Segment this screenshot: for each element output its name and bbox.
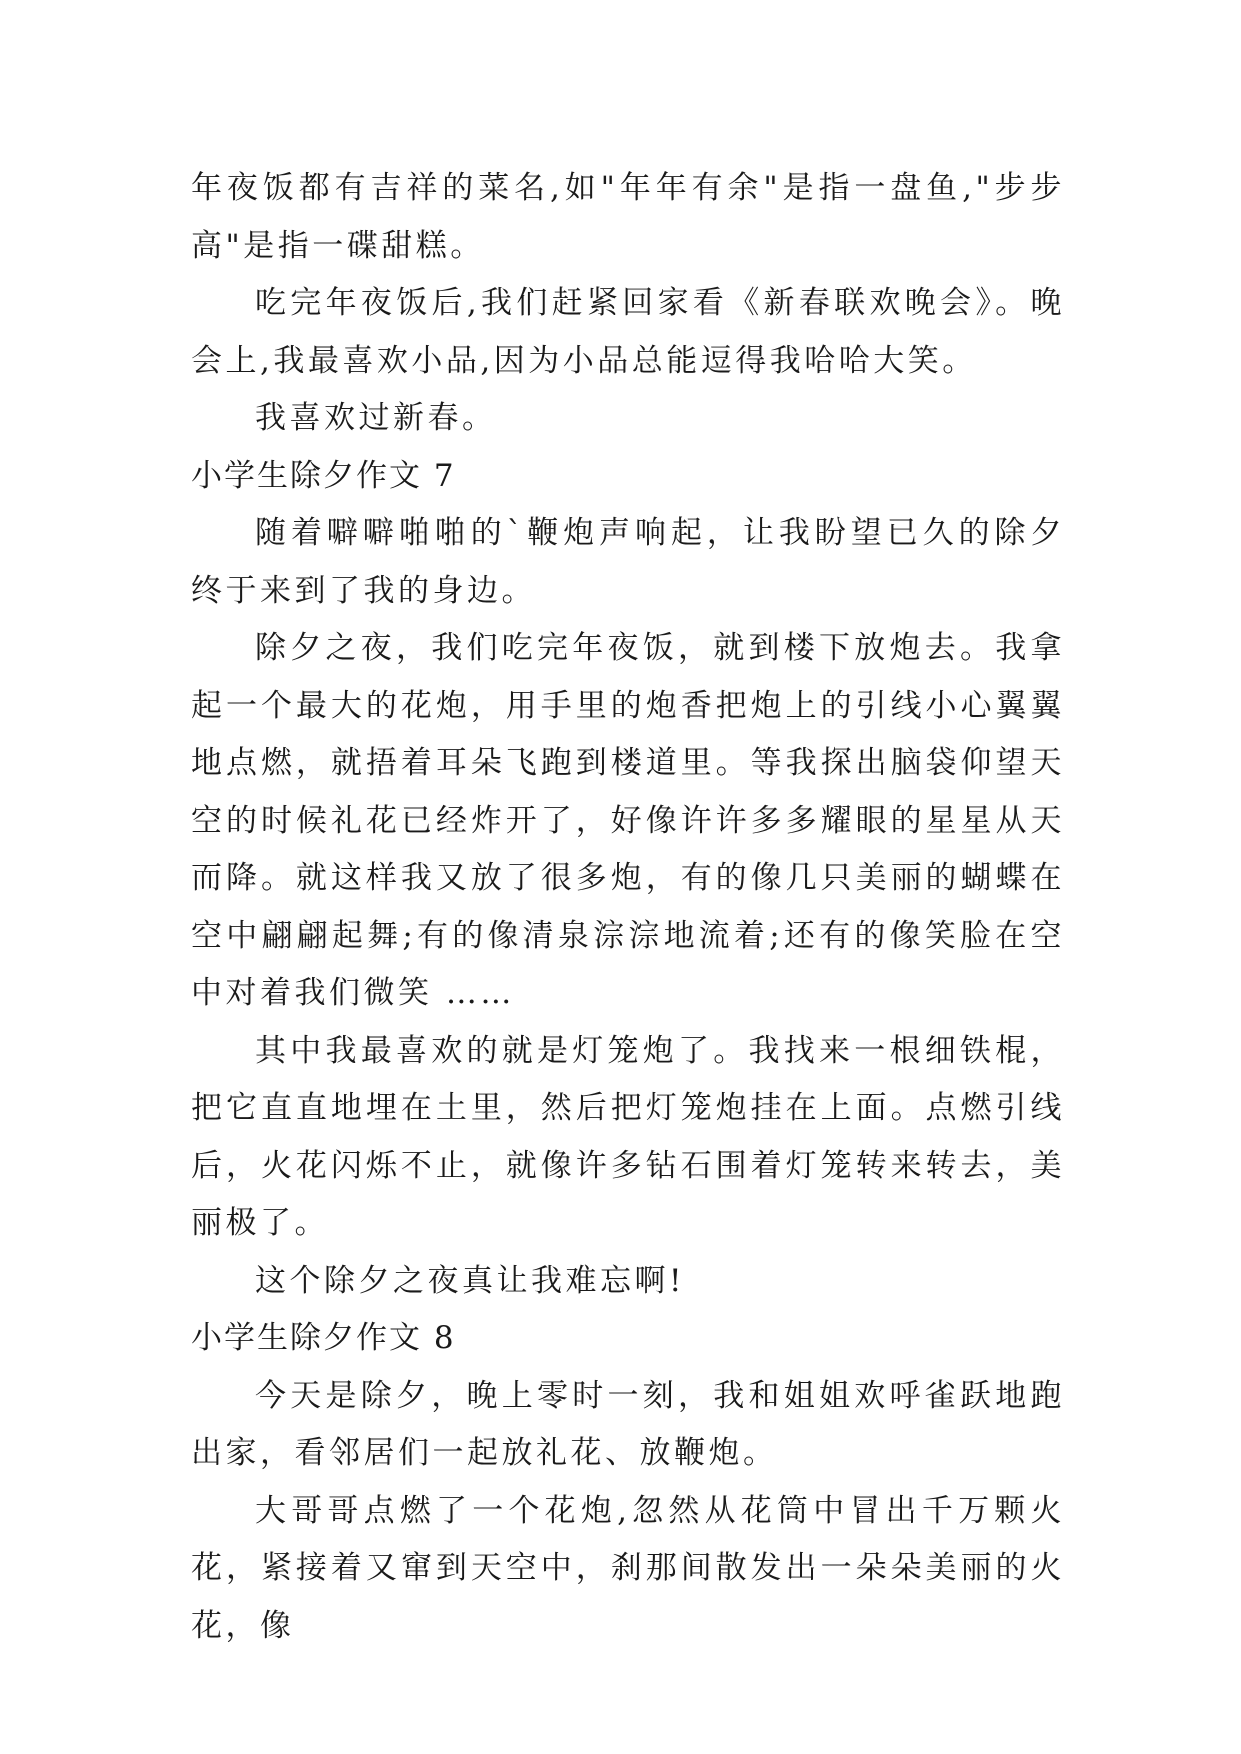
paragraph: 其中我最喜欢的就是灯笼炮了。我找来一根细铁棍，把它直直地埋在土里，然后把灯笼炮挂在上面。点燃引线后，火花闪烁不止，就像许多钻石围着灯笼转来转去，美丽极了。	[191, 1032, 1065, 1241]
paragraph: 随着噼噼啪啪的`鞭炮声响起，让我盼望已久的除夕终于来到了我的身边。	[191, 515, 1065, 609]
essay-heading: 小学生除夕作文 7	[191, 457, 456, 494]
document-page	[191, 160, 1065, 1655]
paragraph: 大哥哥点燃了一个花炮,忽然从花筒中冒出千万颗火花，紧接着又窜到天空中，刹那间散发出一朵朵美丽的火花，像	[191, 1492, 1065, 1644]
paragraph-continued: 年夜饭都有吉祥的菜名,如"年年有余"是指一盘鱼,"步步高"是指一碟甜糕。	[191, 170, 1065, 264]
essay-heading: 小学生除夕作文 8	[191, 1320, 456, 1356]
paragraph: 我喜欢过新春。	[255, 400, 497, 436]
paragraph: 今天是除夕，晚上零时一刻，我和姐姐欢呼雀跃地跑出家，看邻居们一起放礼花、放鞭炮。	[191, 1377, 1065, 1471]
paragraph: 除夕之夜，我们吃完年夜饭，就到楼下放炮去。我拿起一个最大的花炮，用手里的炮香把炮上的引线小心翼翼地点燃，就捂着耳朵飞跑到楼道里。等我探出脑袋仰望天空的时候礼花已经炸开了，好像许许多多耀眼的星星从天而降。就这样我又放了很多炮，有的像几只美丽的蝴蝶在空中翩翩起舞;有的像清泉淙淙地流着;还有的像笑脸在空中对着我们微笑 ……	[191, 630, 1065, 1011]
paragraph: 这个除夕之夜真让我难忘啊!	[255, 1262, 685, 1299]
paragraph: 吃完年夜饭后,我们赶紧回家看《新春联欢晚会》。晚会上,我最喜欢小品,因为小品总能逗得我哈哈大笑。	[191, 285, 1065, 379]
